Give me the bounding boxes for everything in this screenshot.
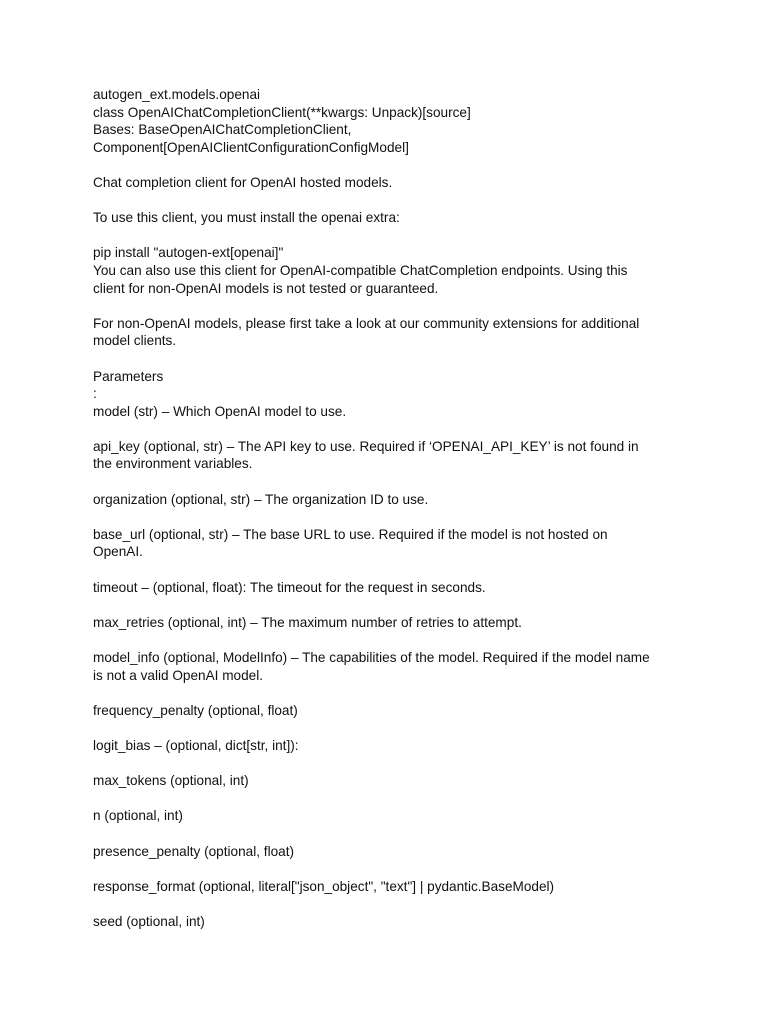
spacer [93,825,693,843]
spacer [93,755,693,773]
spacer [93,596,693,614]
compat-note-line-2: client for non-OpenAI models is not tested or guaranteed. [93,280,439,296]
community-note-line-2: model clients. [93,333,177,349]
param-organization: organization (optional, str) – The organization ID to use. [93,491,429,507]
class-description: Chat completion client for OpenAI hosted models. [93,174,393,190]
spacer [93,473,693,491]
parameters-colon: : [93,386,97,402]
param-response-format: response_format (optional, literal["json_object", "text"] | pydantic.BaseModel) [93,878,555,894]
spacer [93,156,693,174]
param-logit-bias: logit_bias – (optional, dict[str, int]): [93,737,299,753]
spacer [93,420,693,438]
param-base-url-line-2: OpenAI. [93,544,143,560]
param-timeout: timeout – (optional, float): The timeout for the request in seconds. [93,579,486,595]
document-page [93,86,693,931]
spacer [93,684,693,702]
param-max-tokens: max_tokens (optional, int) [93,773,249,789]
spacer [93,297,693,315]
spacer [93,895,693,913]
param-frequency-penalty: frequency_penalty (optional, float) [93,702,298,718]
bases-line-1: Bases: BaseOpenAIChatCompletionClient, [93,122,352,138]
param-max-retries: max_retries (optional, int) – The maximum number of retries to attempt. [93,614,522,630]
param-seed: seed (optional, int) [93,913,205,929]
spacer [93,508,693,526]
class-signature: class OpenAIChatCompletionClient(**kwargs: Unpack)[source] [93,104,471,120]
param-model-info-line-1: model_info (optional, ModelInfo) – The capabilities of the model. Required if the model name [93,650,650,665]
compat-note-line-1: You can also use this client for OpenAI-compatible ChatCompletion endpoints. Using this [93,262,628,278]
community-note-line-1: For non-OpenAI models, please first take a look at our community extensions for additional [93,315,640,331]
pip-command: pip install "autogen-ext[openai]" [93,245,284,261]
module-path: autogen_ext.models.openai [93,87,261,102]
param-presence-penalty: presence_penalty (optional, float) [93,843,295,859]
spacer [93,350,693,368]
parameters-heading: Parameters [93,368,164,384]
spacer [93,561,693,579]
param-n: n (optional, int) [93,808,183,824]
spacer [93,719,693,737]
install-note: To use this client, you must install the openai extra: [93,210,400,226]
param-api-key-line-2: the environment variables. [93,456,253,472]
param-model: model (str) – Which OpenAI model to use. [93,403,347,419]
spacer [93,790,693,808]
param-api-key-line-1: api_key (optional, str) – The API key to use. Required if ‘OPENAI_API_KEY’ is not found in [93,438,639,454]
spacer [93,860,693,878]
param-model-info-line-2: is not a valid OpenAI model. [93,667,264,683]
spacer [93,227,693,245]
param-base-url-line-1: base_url (optional, str) – The base URL to use. Required if the model is not hosted on [93,526,608,542]
bases-line-2: Component[OpenAIClientConfigurationConfigModel] [93,139,409,155]
spacer [93,192,693,210]
spacer [93,631,693,649]
